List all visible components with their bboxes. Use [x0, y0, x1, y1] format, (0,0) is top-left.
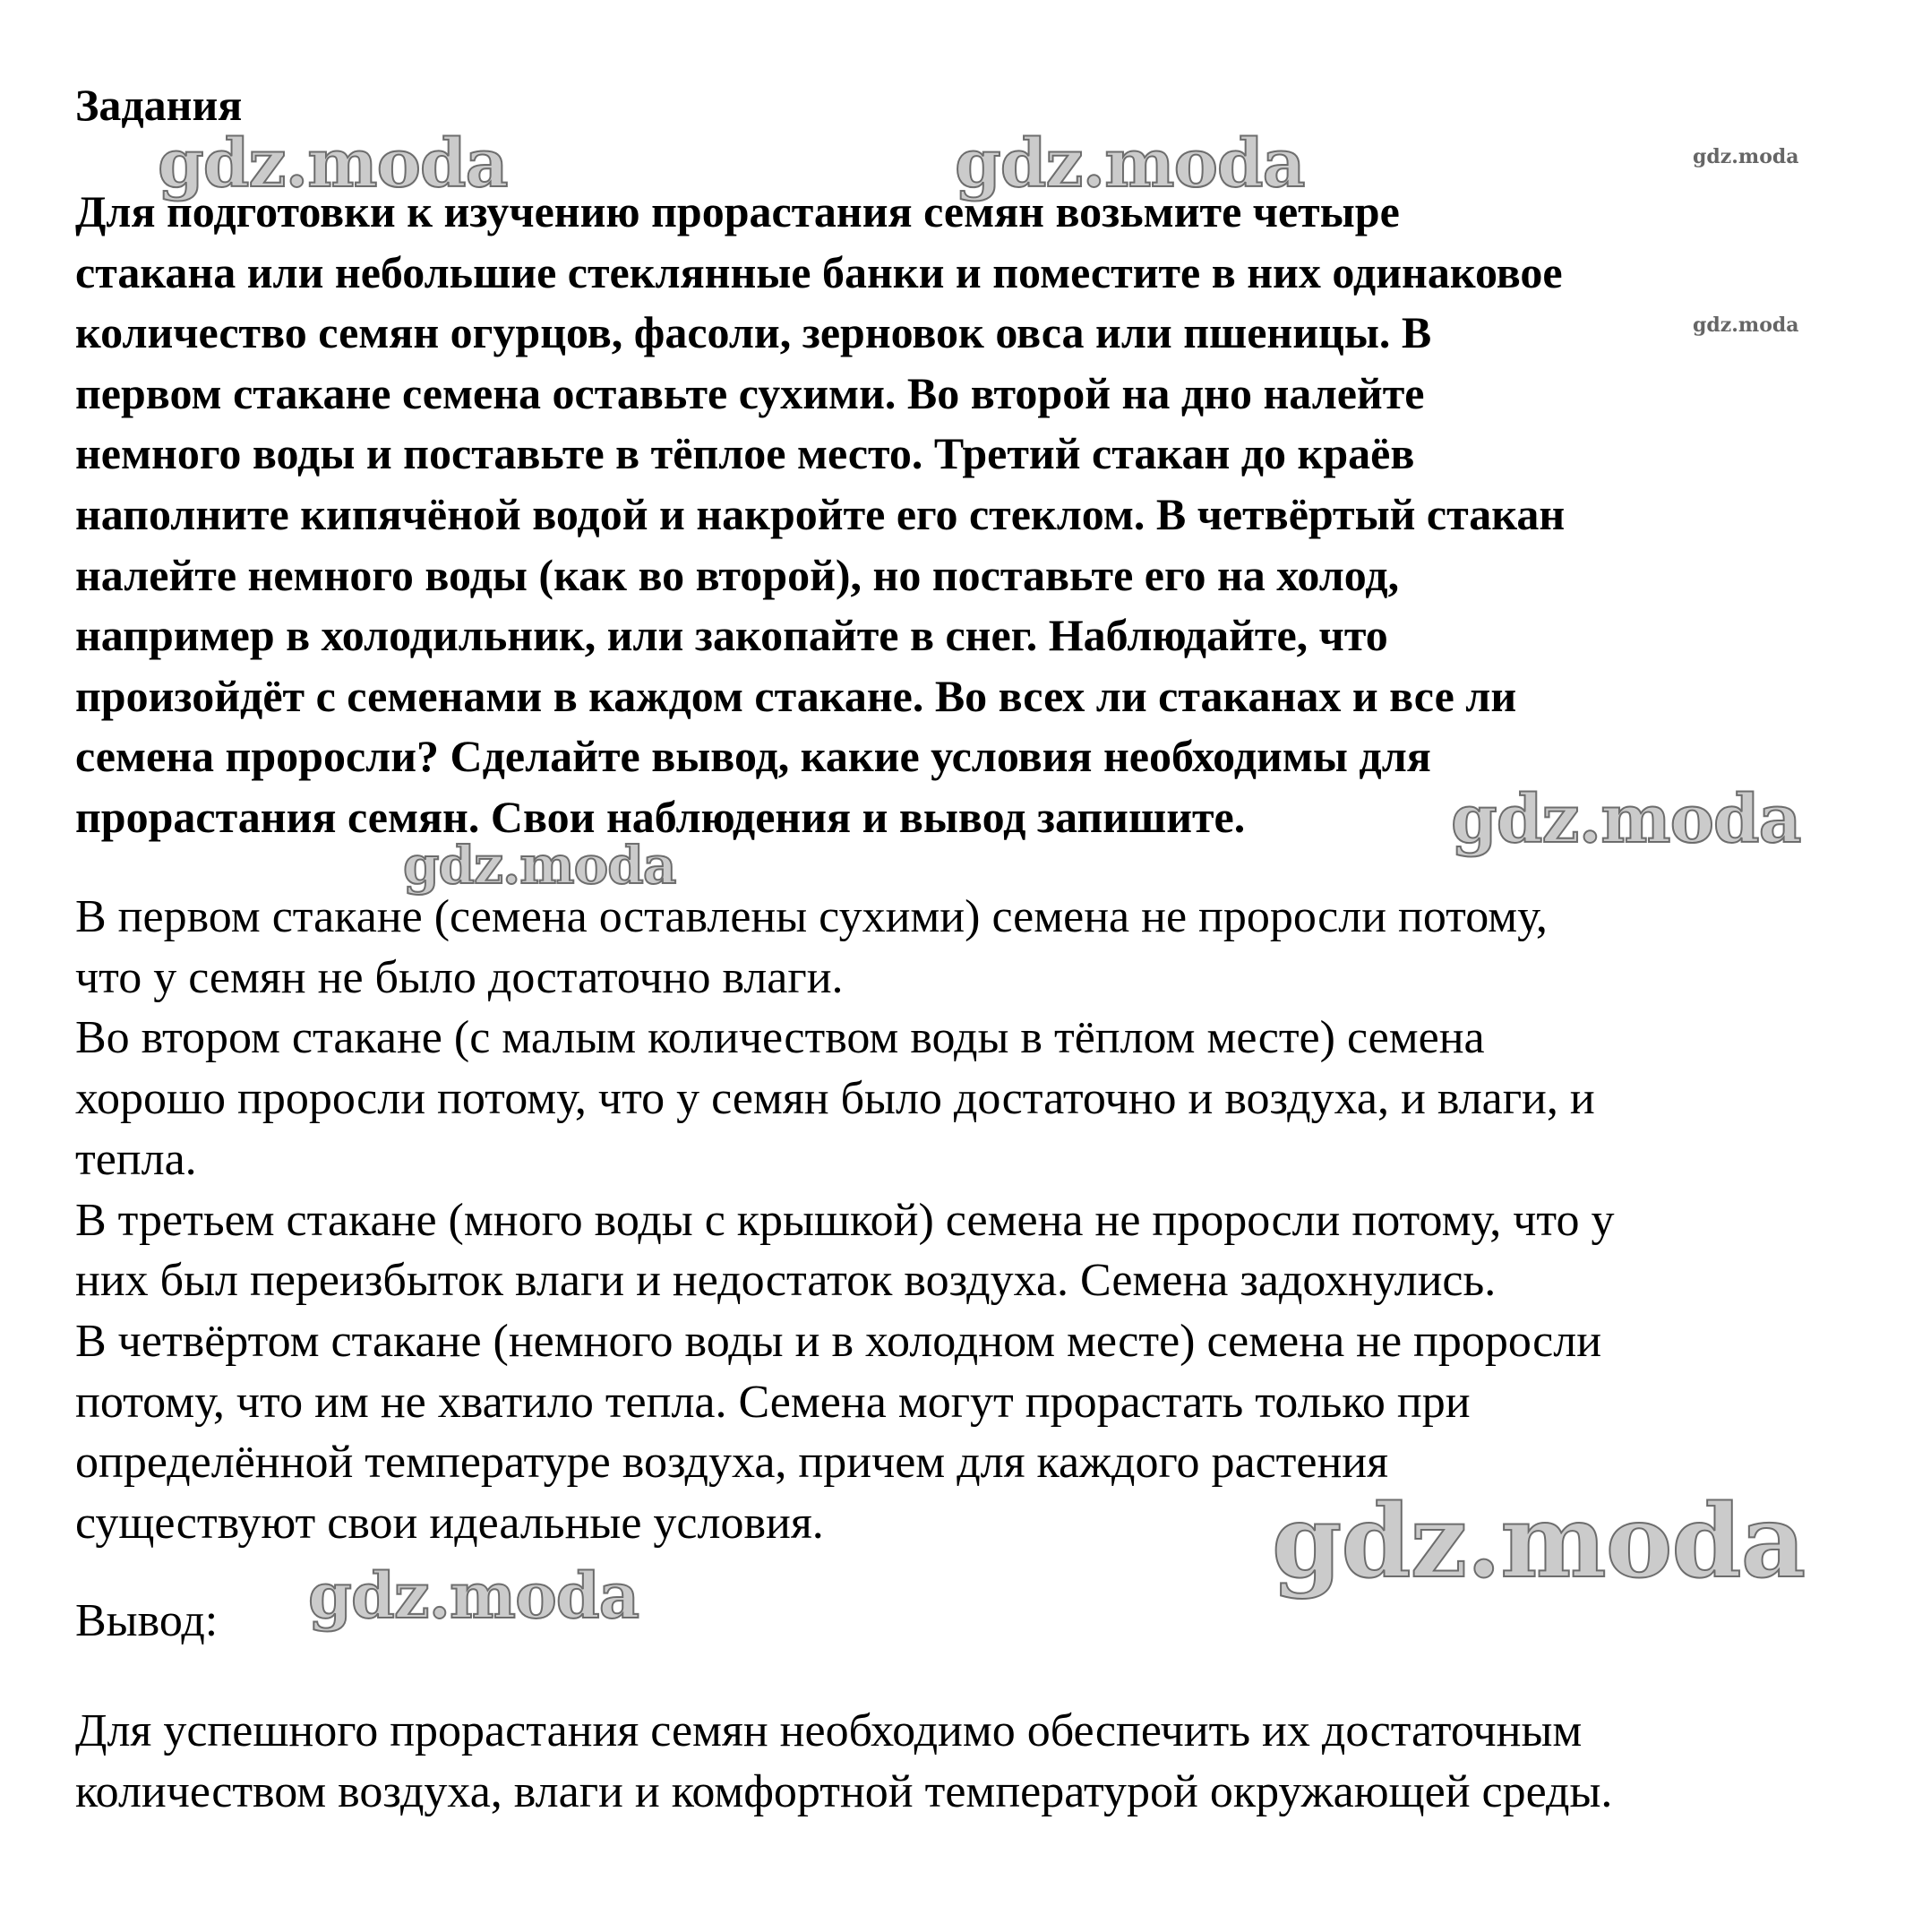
task-line: произойдёт с семенами в каждом стакане. Во всех ли стаканах и все ли	[75, 670, 1517, 721]
task-line: наполните кипячёной водой и накройте его стеклом. В четвёртый стакан	[75, 488, 1566, 539]
conclusion-line: Для успешного прорастания семян необходимо обеспечить их достаточным	[75, 1705, 1583, 1756]
answer-line: определённой температуре воздуха, причем для каждого растения	[75, 1437, 1389, 1489]
watermark-logo: gdz.moda	[308, 1558, 639, 1633]
task-line: например в холодильник, или закопайте в снег. Наблюдайте, что	[75, 610, 1388, 661]
answer-line: В четвёртом стакане (немного воды и в холодном месте) семена не проросли	[75, 1315, 1602, 1367]
answer-text	[75, 887, 1858, 1554]
answer-line: них был переизбыток влаги и недостаток воздуха. Семена задохнулись.	[75, 1255, 1497, 1307]
task-line: немного воды и поставьте в тёплое место. Третий стакан до краёв	[75, 428, 1415, 479]
answer-line: что у семян не было достаточно влаги.	[75, 951, 844, 1003]
task-line: стакана или небольшие стеклянные банки и поместите в них одинаковое	[75, 246, 1563, 297]
section-heading: Задания	[75, 80, 243, 130]
answer-line: тепла.	[75, 1133, 197, 1185]
watermark-small: gdz.moda	[1693, 313, 1799, 337]
watermark-logo: gdz.moda	[955, 125, 1305, 202]
watermark-logo: gdz.moda	[403, 835, 676, 896]
task-text	[75, 182, 1858, 848]
answer-line: существуют свои идеальные условия.	[75, 1498, 824, 1550]
task-line: семена проросли? Сделайте вывод, какие условия необходимы для	[75, 731, 1431, 782]
answer-line: В первом стакане (семена оставлены сухими) семена не проросли потому,	[75, 891, 1548, 942]
watermark-small: gdz.moda	[1693, 145, 1799, 168]
conclusion-line: количеством воздуха, влаги и комфортной температурой окружающей среды.	[75, 1766, 1613, 1817]
watermark-logo: gdz.moda	[158, 125, 508, 202]
conclusion-text	[75, 1701, 1858, 1823]
conclusion-label: Вывод:	[75, 1595, 219, 1646]
watermark-logo: gdz.moda	[1272, 1483, 1806, 1601]
answer-line: потому, что им не хватило тепла. Семена могут прорастать только при	[75, 1376, 1471, 1428]
answer-line: Во втором стакане (с малым количеством воды в тёплом месте) семена	[75, 1012, 1485, 1064]
watermark-logo: gdz.moda	[1451, 781, 1801, 858]
task-line: первом стакане семена оставьте сухими. Во второй на дно налейте	[75, 367, 1425, 418]
task-line: Для подготовки к изучению прорастания семян возьмите четыре	[75, 186, 1400, 236]
task-line: налейте немного воды (как во второй), но поставьте его на холод,	[75, 549, 1400, 600]
task-line: количество семян огурцов, фасоли, зерновок овса или пшеницы. В	[75, 307, 1432, 358]
answer-line: хорошо проросли потому, что у семян было достаточно и воздуха, и влаги, и	[75, 1073, 1595, 1125]
task-line: прорастания семян. Свои наблюдения и вывод запишите.	[75, 791, 1246, 842]
answer-line: В третьем стакане (много воды с крышкой) семена не проросли потому, что у	[75, 1194, 1615, 1246]
